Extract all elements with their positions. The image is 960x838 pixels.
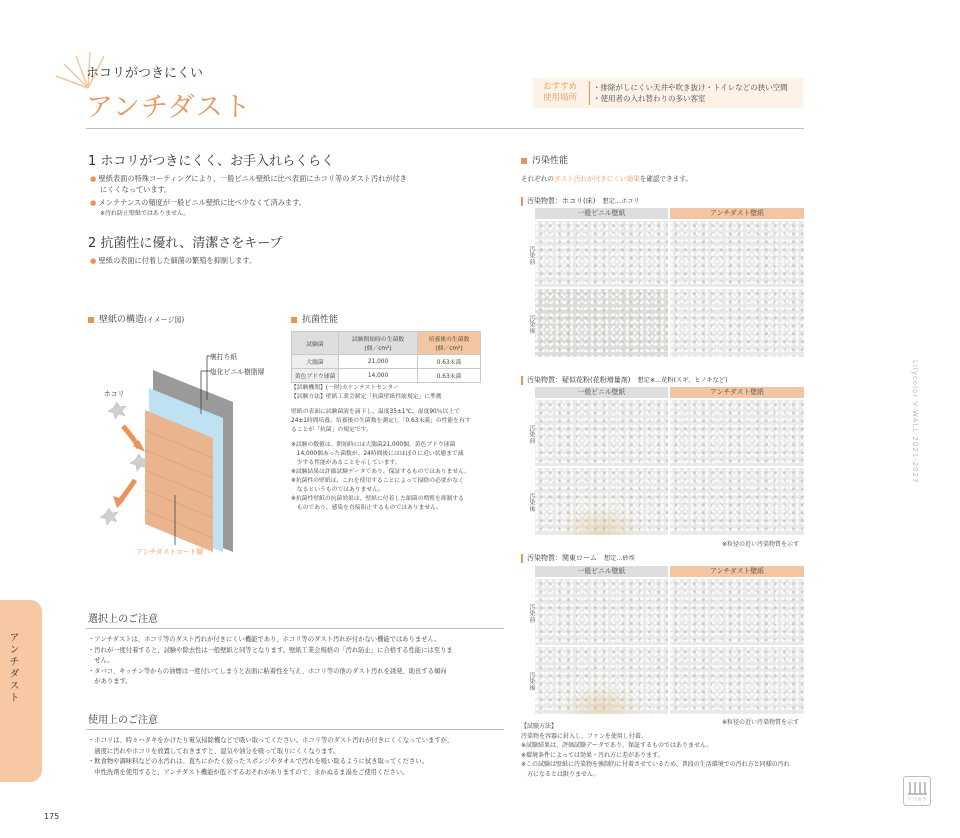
note-line: 14,000個あった菌数が、24時間後にはほぼ０に近い状態まで減	[291, 451, 464, 457]
sample-photo-normal-before	[535, 221, 668, 287]
stain-test-title: 汚染物質：関東ローム	[527, 554, 597, 562]
stain-method-line: ※環境条件によっては効果・汚れ方に差があります。	[521, 751, 664, 759]
table-header: 試験開始時の生菌数 (個／cm²)	[339, 332, 418, 355]
caution-use-heading: 使用上のご注意	[88, 715, 158, 726]
stain-test-assumed: 想定…ホコリ	[602, 198, 640, 205]
stain-method-title: 【試験方法】	[521, 723, 558, 730]
side-tab[interactable]	[0, 600, 42, 782]
caution-line: せん。	[88, 657, 114, 664]
stain-intro-em: ダスト汚れが付きにくい効果	[553, 175, 640, 183]
stain-method	[521, 722, 811, 779]
desc-line: 24±1時間培養。培養後の生菌数を測定し「0.63未満」の性能を有す	[291, 418, 471, 424]
stain-test-title: 汚染物質：疑似花粉(花粉増量剤)	[527, 376, 631, 384]
stain-test-3-title	[521, 553, 635, 563]
caution-line: ・飲食物や調味料などの水汚れは、直ちにかたく絞ったスポンジやタオルで汚れを吸い取るように拭き取ってください。	[88, 758, 428, 765]
structure-heading-sub: (イメージ図)	[144, 316, 185, 324]
stain-intro	[521, 173, 692, 183]
test-org: 【試験機関】(一財)カケンテストセンター	[291, 385, 399, 391]
label-backing-paper: 裏打ち紙	[210, 353, 238, 361]
bounce-arrow	[119, 480, 135, 502]
stain-heading	[521, 153, 568, 166]
note-line: ※抗菌性壁紙の抗菌効果は、壁紙に付着した細菌の増殖を抑制する	[291, 496, 464, 502]
stain-test-assumed: 想定…砂埃	[604, 555, 635, 562]
stain-test-2-note: ※粒径の近い汚染物質を示す	[722, 541, 800, 548]
note-line: 少する性能があることを示しています。	[291, 460, 401, 466]
brand-logo-icon	[904, 779, 930, 797]
page-title: アンチダスト	[86, 92, 252, 123]
caution-select-body	[88, 635, 508, 688]
caution-line: ・汚れが一度付着すると、試験や除去性は一般壁紙と同等となります。壁紙工業会規格の「汚れ防止」に合格する性能には至りま	[88, 646, 453, 654]
stain-method-line: ※この試験は壁紙に汚染物を強制的に付着させているため、普段の生活環境での汚れ方と同様の汚れ	[521, 761, 790, 768]
antibacterial-table	[291, 331, 481, 383]
stain-method-line: 汚染物を容器に封入し、ファンを使用し付着。	[521, 732, 647, 740]
catalog-name: Lilycolor V-WALL 2021-2027	[911, 360, 919, 484]
feature-2-title: 抗菌性に優れ、清潔さをキープ	[100, 236, 283, 251]
sample-photo-anti-after	[670, 468, 804, 535]
table-header: 培養後の生菌数 (個／cm²)	[418, 332, 481, 355]
recommend-label-2: 使用場所	[543, 93, 578, 103]
structure-heading-text: 壁紙の構造	[99, 315, 145, 325]
stain-test-title: 汚染物質：ホコリ(床)	[527, 197, 596, 205]
caution-line: ・アンチダストは、ホコリ等のダスト汚れが付きにくい機能であり、ホコリ等のダスト汚れが付かない機能ではありません。	[88, 636, 441, 643]
table-cell: 21,000	[339, 355, 418, 369]
table-header: 試験菌	[292, 332, 339, 355]
brand-logo-text: リリカラ	[907, 797, 927, 803]
caution-select-heading: 選択上のご注意	[88, 614, 158, 625]
feature-1-bullet: メンテナンスの頻度が一般ビニル壁紙に比べ少なくて済みます。	[98, 198, 306, 207]
col-normal-header: 一般ビニル壁紙	[535, 208, 668, 219]
antibacterial-text	[291, 384, 491, 513]
feature-1-bullet-cont: にくくなっています。	[100, 184, 172, 194]
stain-test-1-title	[521, 196, 640, 206]
col-anti-header: アンチダスト壁紙	[670, 208, 804, 219]
table-row	[292, 355, 481, 369]
note-line: ※抗菌性の壁紙は、これを使用することによって掃除の必要がなく	[291, 478, 464, 484]
feature-1-title: ホコリがつきにくく、お手入れらくらく	[100, 154, 335, 169]
sample-photo-anti-before	[670, 221, 804, 287]
label-coat-layer: アンチダストコート層	[136, 548, 204, 556]
sample-photo-anti-after	[670, 289, 804, 357]
col-anti-header: アンチダスト壁紙	[670, 566, 804, 577]
table-cell: 14,000	[339, 369, 418, 383]
sample-photo-normal-after	[535, 647, 668, 714]
col-anti-header: アンチダスト壁紙	[670, 387, 804, 398]
caution-line: 過度に汚れやホコリを放置しておきますと、湿気や油分を吸って取りにくくなります。	[88, 747, 340, 755]
feature-2-bullet: 壁紙の表面に付着した細菌の繁殖を抑制します。	[98, 256, 257, 265]
desc-line: 壁紙の表面に試験菌液を滴下し、温度35±1℃、湿度90％以上で	[291, 409, 460, 415]
brand-logo	[903, 776, 931, 806]
recommend-item: ・使用者の入れ替わりの多い客室	[593, 94, 706, 103]
sample-photo-anti-before	[670, 400, 804, 466]
sample-photo-normal-after	[535, 468, 668, 535]
feature-1-bullet: 壁紙表面の特殊コーティングにより、一般ビニル壁紙に比べ表面にホコリ等のダスト汚れが付き	[98, 174, 407, 183]
sample-photo-normal-before	[535, 400, 668, 466]
recommend-box	[533, 78, 803, 108]
stain-method-line: 方になるとは限りません。	[521, 770, 600, 778]
caution-line: 中性洗剤を使用すると、アンチダスト機能が低下するおそれがありますので、水かぬるま湯をご使用ください。	[88, 768, 409, 776]
feature-2-body: ● 壁紙の表面に付着した細菌の繁殖を抑制します。	[90, 256, 257, 265]
caution-line: ・ホコリは、時々ハタキをかけたり電気掃除機などで吸い取ってください。ホコリ等のダスト汚れが付きにくくなっていますが、	[88, 737, 454, 744]
stain-test-3-note: ※粒径の近い汚染物質を示す	[722, 719, 800, 726]
feature-2-number: 2	[88, 236, 97, 251]
sample-photo-normal-after	[535, 289, 668, 357]
side-tab-label: アンチダスト	[7, 632, 18, 704]
header-divider	[86, 128, 804, 129]
sample-photo-anti-before	[670, 579, 804, 645]
antibacterial-heading	[291, 312, 338, 325]
row-after-label: 汚染後	[528, 493, 535, 512]
sample-photo-anti-after	[670, 647, 804, 714]
caution-line: ・タバコ、キッチン等からの油煙は一度付いてしまうと表面に粘着性を与え、ホコリ等の他のダスト汚れを誘発、助長する傾向	[88, 667, 447, 675]
desc-line: ることが「抗菌」の規定です。	[291, 427, 372, 433]
table-cell: 大腸菌	[292, 355, 339, 369]
test-method: 【試験方法】壁紙工業会制定「抗菌壁紙性能規定」に準拠	[291, 394, 442, 400]
stain-test-assumed: 想定※…花粉(スギ、ヒノキなど)	[637, 377, 728, 384]
note-line: ものであり、感染を直接阻止するものではありません。	[291, 505, 443, 511]
stain-test-2-title	[521, 375, 727, 385]
page-subtitle: ホコリがつきにくい	[86, 66, 204, 81]
caution-line: があります。	[88, 678, 132, 685]
stain-heading-text: 汚染性能	[532, 156, 569, 166]
col-normal-header: 一般ビニル壁紙	[535, 566, 668, 577]
sample-photo-normal-before	[535, 579, 668, 645]
note-line: なるというものではありません。	[291, 487, 385, 493]
feature-2-heading	[88, 232, 283, 251]
note-line: ※試験結果は評価試験データであり、保証するものではありません。	[291, 469, 471, 475]
table-row	[292, 369, 481, 383]
row-after-label: 汚染後	[528, 672, 535, 691]
label-dust: ホコリ	[104, 390, 125, 398]
label-pvc-layer: 塩化ビニル樹脂層	[210, 368, 265, 376]
table-cell: 黄色ブドウ球菌	[292, 369, 339, 383]
caution-use-body	[88, 736, 508, 778]
dust-particles	[100, 402, 148, 525]
stain-intro-post: を確認できます。	[639, 175, 692, 183]
stain-intro-pre: それぞれの	[521, 175, 554, 183]
structure-heading	[88, 312, 184, 325]
table-cell: 0.63未満	[418, 355, 481, 369]
row-before-label: 汚染前	[528, 424, 535, 444]
note-line: ※試験の数値は、開始時には大腸菌21,000個、黄色ブドウ球菌	[291, 442, 456, 448]
row-before-label: 汚染前	[528, 245, 535, 265]
row-before-label: 汚染前	[528, 603, 535, 623]
stain-method-line: ※試験結果は、評価試験データであり、保証するものではありません。	[521, 742, 713, 749]
feature-1-body: ● 壁紙表面の特殊コーティングにより、一般ビニル壁紙に比べ表面にホコリ等のダスト汚れが付き にくくなっています。 ● メンテナンスの頻度が一般ビニル壁紙に比べ少なくて済みます。 ※汚れ防止壁紙ではありません。	[90, 174, 510, 219]
row-after-label: 汚染後	[528, 314, 535, 334]
col-normal-header: 一般ビニル壁紙	[535, 387, 668, 398]
feature-1-note: ※汚れ防止壁紙ではありません。	[100, 209, 190, 217]
feature-1-number: 1	[88, 154, 97, 169]
feature-1-heading	[88, 150, 334, 169]
recommend-item: ・排除がしにくい天井や吹き抜け・トイレなどの狭い空間	[593, 83, 788, 92]
recommend-label-1: おすすめ	[543, 82, 578, 92]
antibacterial-heading-text: 抗菌性能	[302, 315, 339, 325]
table-cell: 0.63未満	[418, 369, 481, 383]
page-number: 175	[44, 812, 60, 821]
